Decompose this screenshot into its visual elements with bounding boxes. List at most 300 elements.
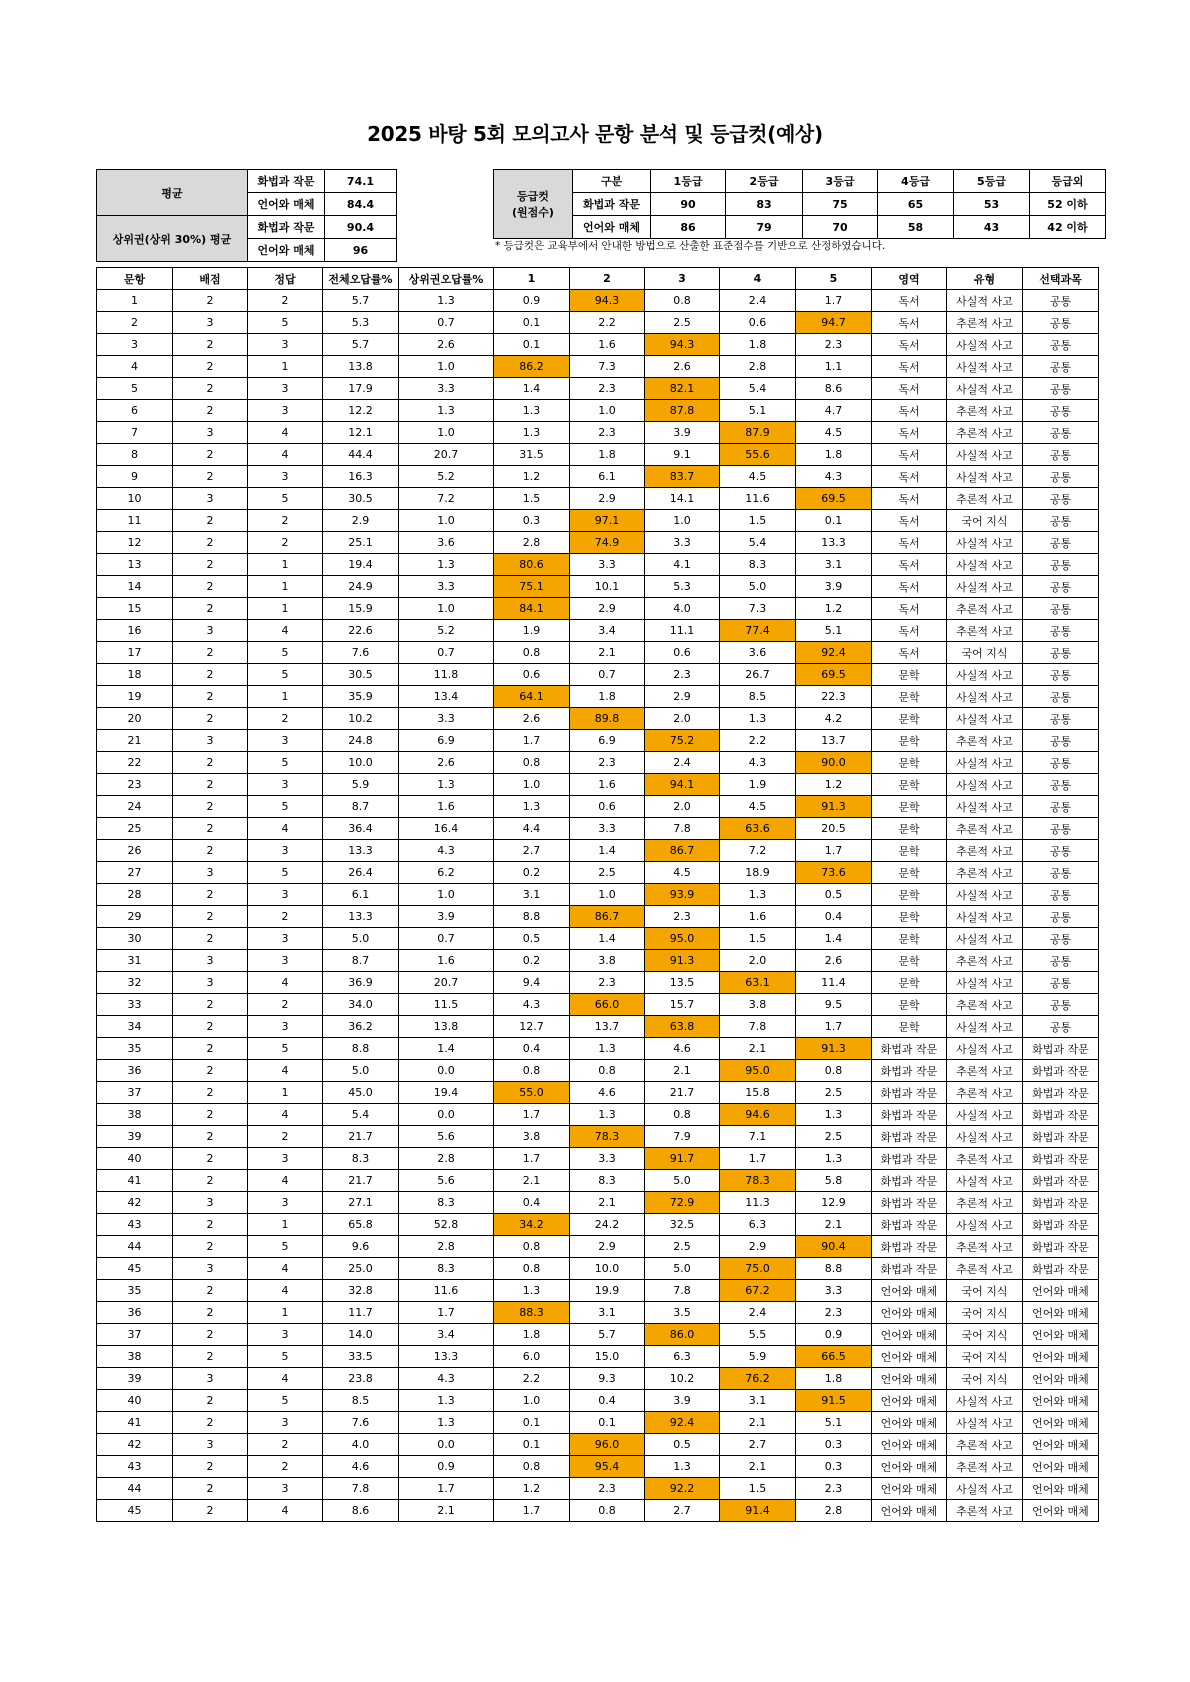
choice-3-rate: 7.8	[645, 1280, 720, 1302]
question-number: 20	[97, 708, 173, 730]
choice-5-rate: 4.3	[796, 466, 872, 488]
top-error-rate: 13.4	[399, 686, 494, 708]
answer: 3	[248, 1016, 323, 1038]
choice-5-rate: 91.3	[796, 1038, 872, 1060]
top-error-rate: 52.8	[399, 1214, 494, 1236]
top-error-rate: 0.0	[399, 1104, 494, 1126]
header-col-area: 영역	[872, 268, 947, 290]
question-type: 추론적 사고	[947, 400, 1023, 422]
question-number: 16	[97, 620, 173, 642]
cut-cell: 화법과 작문	[573, 193, 651, 216]
area: 화법과 작문	[872, 1236, 947, 1258]
area: 언어와 매체	[872, 1346, 947, 1368]
choice-1-rate: 4.4	[494, 818, 570, 840]
elective: 공통	[1023, 334, 1099, 356]
elective: 언어와 매체	[1023, 1346, 1099, 1368]
table-row	[97, 1302, 1099, 1324]
total-error-rate: 17.9	[323, 378, 399, 400]
average-subject: 언어와 매체	[248, 193, 325, 216]
points: 3	[173, 730, 248, 752]
total-error-rate: 4.6	[323, 1456, 399, 1478]
top-error-rate: 2.8	[399, 1148, 494, 1170]
cut-cell: 86	[651, 216, 726, 239]
top-error-rate: 19.4	[399, 1082, 494, 1104]
choice-1-rate: 0.8	[494, 1236, 570, 1258]
choice-4-rate: 55.6	[720, 444, 796, 466]
table-row	[97, 1060, 1099, 1082]
choice-2-rate: 1.6	[570, 774, 645, 796]
top-average-label: 상위권(상위 30%) 평균	[97, 216, 248, 262]
table-row	[97, 1148, 1099, 1170]
choice-4-rate: 75.0	[720, 1258, 796, 1280]
choice-4-rate: 15.8	[720, 1082, 796, 1104]
elective: 공통	[1023, 466, 1099, 488]
total-error-rate: 25.1	[323, 532, 399, 554]
total-error-rate: 30.5	[323, 488, 399, 510]
choice-2-rate: 8.3	[570, 1170, 645, 1192]
choice-2-rate: 2.3	[570, 752, 645, 774]
choice-2-rate: 0.8	[570, 1500, 645, 1522]
answer: 5	[248, 796, 323, 818]
choice-2-rate: 3.3	[570, 818, 645, 840]
answer: 2	[248, 994, 323, 1016]
table-row	[97, 488, 1099, 510]
question-type: 사실적 사고	[947, 334, 1023, 356]
top-error-rate: 20.7	[399, 444, 494, 466]
top-error-rate: 3.3	[399, 378, 494, 400]
choice-1-rate: 0.1	[494, 334, 570, 356]
points: 3	[173, 950, 248, 972]
choice-1-rate: 64.1	[494, 686, 570, 708]
choice-1-rate: 0.6	[494, 664, 570, 686]
total-error-rate: 16.3	[323, 466, 399, 488]
points: 2	[173, 1346, 248, 1368]
choice-5-rate: 0.3	[796, 1456, 872, 1478]
total-error-rate: 7.6	[323, 1412, 399, 1434]
elective: 공통	[1023, 642, 1099, 664]
total-error-rate: 27.1	[323, 1192, 399, 1214]
top-error-rate: 1.3	[399, 554, 494, 576]
table-row	[97, 1368, 1099, 1390]
question-type: 국어 지식	[947, 1346, 1023, 1368]
answer: 1	[248, 686, 323, 708]
choice-1-rate: 1.2	[494, 1478, 570, 1500]
question-type: 사실적 사고	[947, 290, 1023, 312]
question-number: 6	[97, 400, 173, 422]
cut-cell: 53	[954, 193, 1030, 216]
area: 언어와 매체	[872, 1478, 947, 1500]
question-type: 사실적 사고	[947, 752, 1023, 774]
top-error-rate: 5.6	[399, 1126, 494, 1148]
area: 언어와 매체	[872, 1456, 947, 1478]
answer: 1	[248, 576, 323, 598]
choice-5-rate: 1.1	[796, 356, 872, 378]
choice-2-rate: 66.0	[570, 994, 645, 1016]
total-error-rate: 10.0	[323, 752, 399, 774]
points: 2	[173, 554, 248, 576]
choice-4-rate: 7.1	[720, 1126, 796, 1148]
area: 문학	[872, 730, 947, 752]
choice-1-rate: 1.3	[494, 1280, 570, 1302]
question-type: 사실적 사고	[947, 1016, 1023, 1038]
points: 2	[173, 1060, 248, 1082]
choice-5-rate: 5.1	[796, 1412, 872, 1434]
area: 문학	[872, 950, 947, 972]
choice-3-rate: 3.9	[645, 422, 720, 444]
points: 2	[173, 708, 248, 730]
question-number: 27	[97, 862, 173, 884]
choice-1-rate: 88.3	[494, 1302, 570, 1324]
choice-4-rate: 5.4	[720, 378, 796, 400]
question-type: 추론적 사고	[947, 1434, 1023, 1456]
total-error-rate: 22.6	[323, 620, 399, 642]
elective: 공통	[1023, 708, 1099, 730]
question-type: 사실적 사고	[947, 1214, 1023, 1236]
average-value: 74.1	[325, 170, 397, 193]
choice-1-rate: 0.8	[494, 1258, 570, 1280]
total-error-rate: 5.0	[323, 928, 399, 950]
choice-3-rate: 3.5	[645, 1302, 720, 1324]
table-row	[97, 378, 1099, 400]
choice-3-rate: 2.1	[645, 1060, 720, 1082]
top-error-rate: 3.9	[399, 906, 494, 928]
choice-3-rate: 4.6	[645, 1038, 720, 1060]
table-row	[97, 290, 1099, 312]
choice-4-rate: 76.2	[720, 1368, 796, 1390]
question-number: 44	[97, 1236, 173, 1258]
choice-3-rate: 3.3	[645, 532, 720, 554]
choice-5-rate: 94.7	[796, 312, 872, 334]
choice-5-rate: 1.8	[796, 1368, 872, 1390]
choice-1-rate: 0.1	[494, 1412, 570, 1434]
question-number: 45	[97, 1258, 173, 1280]
top-error-rate: 3.3	[399, 576, 494, 598]
choice-4-rate: 1.9	[720, 774, 796, 796]
table-row	[97, 400, 1099, 422]
question-number: 25	[97, 818, 173, 840]
choice-4-rate: 2.9	[720, 1236, 796, 1258]
choice-5-rate: 20.5	[796, 818, 872, 840]
elective: 공통	[1023, 862, 1099, 884]
elective: 언어와 매체	[1023, 1324, 1099, 1346]
choice-4-rate: 2.0	[720, 950, 796, 972]
question-type: 사실적 사고	[947, 466, 1023, 488]
points: 3	[173, 972, 248, 994]
table-row	[97, 708, 1099, 730]
choice-5-rate: 91.5	[796, 1390, 872, 1412]
answer: 3	[248, 1478, 323, 1500]
total-error-rate: 65.8	[323, 1214, 399, 1236]
elective: 언어와 매체	[1023, 1280, 1099, 1302]
question-number: 3	[97, 334, 173, 356]
choice-1-rate: 3.1	[494, 884, 570, 906]
table-row	[97, 884, 1099, 906]
question-number: 12	[97, 532, 173, 554]
table-row	[97, 1324, 1099, 1346]
cut-header: 1등급	[651, 170, 726, 193]
choice-3-rate: 14.1	[645, 488, 720, 510]
choice-4-rate: 2.4	[720, 290, 796, 312]
choice-5-rate: 9.5	[796, 994, 872, 1016]
cut-cell: 75	[803, 193, 878, 216]
total-error-rate: 44.4	[323, 444, 399, 466]
choice-3-rate: 2.3	[645, 664, 720, 686]
total-error-rate: 26.4	[323, 862, 399, 884]
question-type: 추론적 사고	[947, 1192, 1023, 1214]
question-type: 사실적 사고	[947, 444, 1023, 466]
choice-1-rate: 0.2	[494, 862, 570, 884]
choice-1-rate: 2.1	[494, 1170, 570, 1192]
cut-cell: 65	[878, 193, 954, 216]
question-type: 사실적 사고	[947, 664, 1023, 686]
cut-cell: 70	[803, 216, 878, 239]
table-row	[97, 1478, 1099, 1500]
choice-1-rate: 1.0	[494, 774, 570, 796]
total-error-rate: 36.2	[323, 1016, 399, 1038]
area: 문학	[872, 1016, 947, 1038]
choice-3-rate: 5.0	[645, 1258, 720, 1280]
header-col-answer: 정답	[248, 268, 323, 290]
choice-1-rate: 0.8	[494, 642, 570, 664]
choice-4-rate: 1.5	[720, 928, 796, 950]
table-row	[97, 818, 1099, 840]
choice-1-rate: 2.7	[494, 840, 570, 862]
choice-5-rate: 1.4	[796, 928, 872, 950]
answer: 5	[248, 312, 323, 334]
elective: 언어와 매체	[1023, 1478, 1099, 1500]
area: 독서	[872, 378, 947, 400]
answer: 5	[248, 664, 323, 686]
choice-5-rate: 4.7	[796, 400, 872, 422]
top-error-rate: 6.2	[399, 862, 494, 884]
table-row	[97, 598, 1099, 620]
total-error-rate: 35.9	[323, 686, 399, 708]
choice-5-rate: 3.9	[796, 576, 872, 598]
choice-4-rate: 5.1	[720, 400, 796, 422]
choice-2-rate: 1.4	[570, 928, 645, 950]
choice-1-rate: 1.3	[494, 796, 570, 818]
average-value: 96	[325, 239, 397, 262]
answer: 3	[248, 334, 323, 356]
choice-3-rate: 2.6	[645, 356, 720, 378]
choice-3-rate: 3.9	[645, 1390, 720, 1412]
answer: 4	[248, 1280, 323, 1302]
table-row	[97, 1456, 1099, 1478]
choice-4-rate: 4.5	[720, 796, 796, 818]
points: 2	[173, 884, 248, 906]
elective: 언어와 매체	[1023, 1368, 1099, 1390]
question-type: 추론적 사고	[947, 598, 1023, 620]
top-error-rate: 4.3	[399, 1368, 494, 1390]
elective: 공통	[1023, 752, 1099, 774]
question-type: 추론적 사고	[947, 488, 1023, 510]
table-row	[97, 554, 1099, 576]
table-row	[97, 642, 1099, 664]
points: 2	[173, 532, 248, 554]
table-row	[97, 510, 1099, 532]
choice-1-rate: 86.2	[494, 356, 570, 378]
elective: 공통	[1023, 994, 1099, 1016]
points: 2	[173, 840, 248, 862]
answer: 5	[248, 642, 323, 664]
answer: 2	[248, 532, 323, 554]
choice-2-rate: 95.4	[570, 1456, 645, 1478]
choice-1-rate: 0.8	[494, 1060, 570, 1082]
question-type: 추론적 사고	[947, 994, 1023, 1016]
question-type: 추론적 사고	[947, 840, 1023, 862]
choice-5-rate: 22.3	[796, 686, 872, 708]
total-error-rate: 19.4	[323, 554, 399, 576]
choice-3-rate: 94.3	[645, 334, 720, 356]
table-row	[97, 312, 1099, 334]
choice-2-rate: 78.3	[570, 1126, 645, 1148]
points: 3	[173, 422, 248, 444]
table-row	[97, 796, 1099, 818]
choice-1-rate: 1.3	[494, 400, 570, 422]
top-error-rate: 0.9	[399, 1456, 494, 1478]
choice-5-rate: 90.0	[796, 752, 872, 774]
total-error-rate: 4.0	[323, 1434, 399, 1456]
table-row	[97, 950, 1099, 972]
choice-5-rate: 66.5	[796, 1346, 872, 1368]
question-number: 14	[97, 576, 173, 598]
elective: 공통	[1023, 840, 1099, 862]
table-header-row	[97, 268, 1099, 290]
top-error-rate: 3.6	[399, 532, 494, 554]
question-number: 11	[97, 510, 173, 532]
area: 화법과 작문	[872, 1192, 947, 1214]
choice-1-rate: 2.8	[494, 532, 570, 554]
question-type: 사실적 사고	[947, 972, 1023, 994]
table-row	[97, 1214, 1099, 1236]
choice-1-rate: 55.0	[494, 1082, 570, 1104]
choice-1-rate: 80.6	[494, 554, 570, 576]
total-error-rate: 8.8	[323, 1038, 399, 1060]
choice-3-rate: 13.5	[645, 972, 720, 994]
area: 문학	[872, 840, 947, 862]
answer: 4	[248, 444, 323, 466]
elective: 공통	[1023, 378, 1099, 400]
area: 화법과 작문	[872, 1060, 947, 1082]
table-row	[97, 532, 1099, 554]
choice-2-rate: 1.4	[570, 840, 645, 862]
points: 2	[173, 994, 248, 1016]
choice-4-rate: 95.0	[720, 1060, 796, 1082]
choice-4-rate: 7.3	[720, 598, 796, 620]
choice-1-rate: 9.4	[494, 972, 570, 994]
choice-5-rate: 1.2	[796, 774, 872, 796]
elective: 공통	[1023, 664, 1099, 686]
total-error-rate: 12.2	[323, 400, 399, 422]
elective: 공통	[1023, 686, 1099, 708]
answer: 2	[248, 290, 323, 312]
header-col-total-error: 전체오답률%	[323, 268, 399, 290]
top-error-rate: 1.3	[399, 1390, 494, 1412]
points: 2	[173, 598, 248, 620]
question-number: 7	[97, 422, 173, 444]
choice-2-rate: 19.9	[570, 1280, 645, 1302]
choice-5-rate: 0.1	[796, 510, 872, 532]
question-number: 41	[97, 1170, 173, 1192]
choice-3-rate: 5.0	[645, 1170, 720, 1192]
answer: 1	[248, 1082, 323, 1104]
area: 문학	[872, 774, 947, 796]
question-number: 2	[97, 312, 173, 334]
question-type: 국어 지식	[947, 1302, 1023, 1324]
question-number: 38	[97, 1346, 173, 1368]
answer: 5	[248, 1390, 323, 1412]
total-error-rate: 24.8	[323, 730, 399, 752]
table-row	[97, 334, 1099, 356]
top-error-rate: 13.3	[399, 1346, 494, 1368]
question-type: 추론적 사고	[947, 730, 1023, 752]
area: 화법과 작문	[872, 1082, 947, 1104]
answer: 4	[248, 620, 323, 642]
top-error-rate: 2.6	[399, 334, 494, 356]
question-type: 사실적 사고	[947, 774, 1023, 796]
total-error-rate: 2.9	[323, 510, 399, 532]
area: 화법과 작문	[872, 1258, 947, 1280]
points: 2	[173, 400, 248, 422]
choice-2-rate: 2.2	[570, 312, 645, 334]
elective: 화법과 작문	[1023, 1038, 1099, 1060]
choice-1-rate: 0.8	[494, 1456, 570, 1478]
choice-3-rate: 92.2	[645, 1478, 720, 1500]
question-number: 24	[97, 796, 173, 818]
choice-3-rate: 7.9	[645, 1126, 720, 1148]
choice-5-rate: 3.1	[796, 554, 872, 576]
elective: 화법과 작문	[1023, 1192, 1099, 1214]
top-error-rate: 2.6	[399, 752, 494, 774]
choice-1-rate: 3.8	[494, 1126, 570, 1148]
choice-2-rate: 10.1	[570, 576, 645, 598]
choice-3-rate: 7.8	[645, 818, 720, 840]
points: 2	[173, 1126, 248, 1148]
choice-3-rate: 2.4	[645, 752, 720, 774]
choice-2-rate: 0.7	[570, 664, 645, 686]
elective: 화법과 작문	[1023, 1258, 1099, 1280]
answer: 4	[248, 1104, 323, 1126]
choice-2-rate: 3.8	[570, 950, 645, 972]
question-type: 추론적 사고	[947, 1456, 1023, 1478]
choice-4-rate: 5.5	[720, 1324, 796, 1346]
points: 3	[173, 620, 248, 642]
choice-4-rate: 11.3	[720, 1192, 796, 1214]
question-type: 사실적 사고	[947, 1478, 1023, 1500]
elective: 공통	[1023, 444, 1099, 466]
points: 2	[173, 1236, 248, 1258]
points: 2	[173, 1104, 248, 1126]
choice-1-rate: 0.4	[494, 1192, 570, 1214]
total-error-rate: 6.1	[323, 884, 399, 906]
choice-3-rate: 86.7	[645, 840, 720, 862]
points: 2	[173, 444, 248, 466]
choice-1-rate: 8.8	[494, 906, 570, 928]
choice-3-rate: 82.1	[645, 378, 720, 400]
top-error-rate: 16.4	[399, 818, 494, 840]
choice-4-rate: 2.2	[720, 730, 796, 752]
question-type: 사실적 사고	[947, 378, 1023, 400]
table-row	[97, 972, 1099, 994]
table-row	[97, 1434, 1099, 1456]
choice-2-rate: 2.3	[570, 378, 645, 400]
choice-5-rate: 4.5	[796, 422, 872, 444]
points: 2	[173, 1280, 248, 1302]
area: 문학	[872, 928, 947, 950]
average-value: 84.4	[325, 193, 397, 216]
question-type: 사실적 사고	[947, 1170, 1023, 1192]
choice-2-rate: 4.6	[570, 1082, 645, 1104]
